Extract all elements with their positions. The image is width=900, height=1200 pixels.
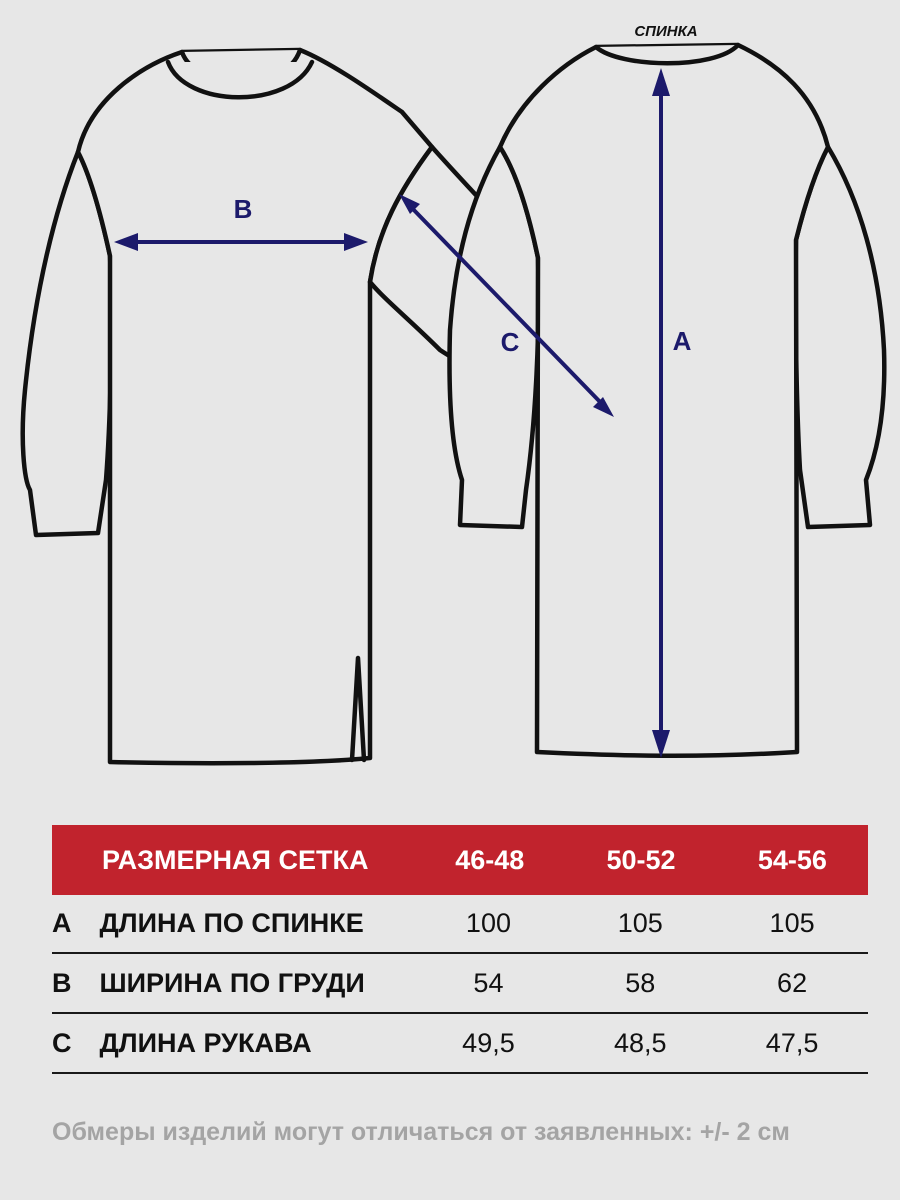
row-value: 49,5 — [462, 1027, 515, 1058]
row-key: A — [52, 908, 72, 938]
row-value: 58 — [625, 967, 656, 998]
table-row — [52, 895, 868, 954]
table-row — [52, 1014, 868, 1074]
front-body — [78, 50, 432, 763]
size-header: 46-48 — [455, 844, 525, 875]
size-header: 50-52 — [606, 844, 676, 875]
dimension-label-a: A — [672, 326, 692, 356]
row-value: 105 — [769, 908, 815, 938]
row-value: 47,5 — [765, 1027, 819, 1058]
size-header: 54-56 — [757, 844, 827, 875]
dimension-label-b: B — [233, 194, 253, 224]
table-title: РАЗМЕРНАЯ СЕТКА — [102, 844, 369, 875]
row-key: B — [52, 967, 72, 998]
back-label: СПИНКА — [634, 23, 698, 40]
row-value: 62 — [777, 967, 808, 998]
row-name: ШИРИНА ПО ГРУДИ — [99, 967, 365, 998]
table-row — [52, 954, 868, 1014]
row-key: C — [52, 1027, 72, 1058]
back-body — [500, 45, 828, 756]
row-value: 54 — [473, 967, 504, 998]
dimension-label-c: C — [500, 327, 520, 357]
table-header — [52, 825, 868, 895]
row-value: 105 — [617, 908, 663, 938]
row-value: 100 — [465, 908, 511, 938]
row-name: ДЛИНА РУКАВА — [99, 1027, 312, 1058]
back-view — [450, 23, 885, 756]
footnote: Обмеры изделий могут отличаться от заявленных: +/- 2 см — [52, 1118, 790, 1146]
row-value: 48,5 — [613, 1027, 667, 1058]
row-name: ДЛИНА ПО СПИНКЕ — [99, 908, 364, 938]
size-table — [52, 825, 868, 1074]
back-right-sleeve — [796, 147, 885, 527]
